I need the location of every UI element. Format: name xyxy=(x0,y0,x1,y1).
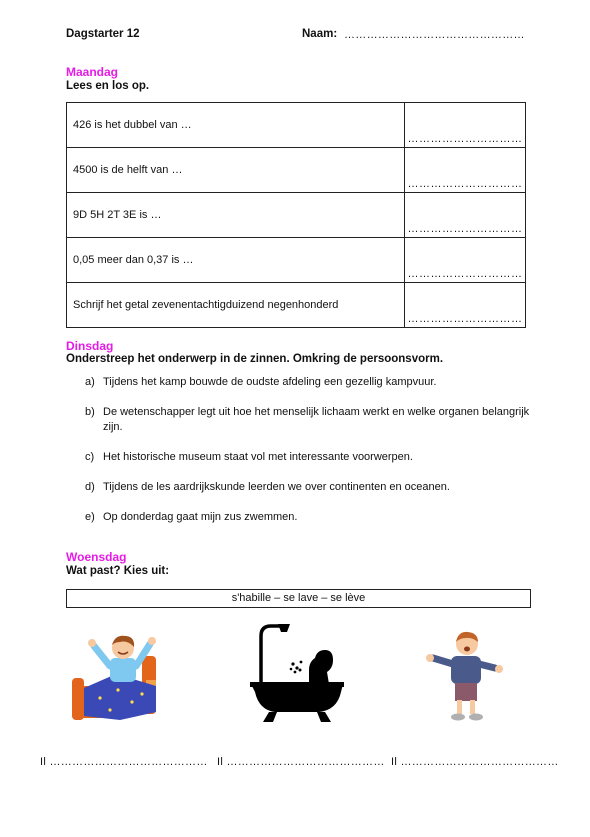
word-choices-box: s'habille – se lave – se lève xyxy=(66,589,531,608)
tuesday-instruction: Onderstreep het onderwerp in de zinnen. Omkring de persoonsvorm. xyxy=(66,353,444,365)
monday-exercise-table xyxy=(66,102,526,328)
list-item xyxy=(85,480,535,495)
day-heading-wednesday: Woensdag xyxy=(66,550,127,564)
answer-cell[interactable]: ………………………… xyxy=(405,283,526,328)
child-in-bed-illustration xyxy=(70,628,165,723)
day-heading-monday: Maandag xyxy=(66,65,119,79)
day-heading-tuesday: Dinsdag xyxy=(66,339,114,353)
list-item xyxy=(85,450,535,465)
item-letter: d) xyxy=(85,481,95,493)
table-row xyxy=(67,238,526,283)
bathtub-illustration xyxy=(247,622,347,724)
question-cell: 426 is het dubbel van … xyxy=(67,103,405,148)
answer-blank-3[interactable]: Il …………………………………… xyxy=(391,756,559,768)
list-item xyxy=(85,375,535,390)
sentence-list xyxy=(85,375,535,540)
sentence-text: Het historische museum staat vol met interessante voorwerpen. xyxy=(103,451,413,463)
monday-instruction: Lees en los op. xyxy=(66,80,150,92)
name-label: Naam: xyxy=(302,28,338,40)
question-cell: 9D 5H 2T 3E is … xyxy=(67,193,405,238)
sentence-text: Tijdens de les aardrijkskunde leerden we over continenten en oceanen. xyxy=(103,481,450,493)
question-cell: 0,05 meer dan 0,37 is … xyxy=(67,238,405,283)
sentence-text: Tijdens het kamp bouwde de oudste afdeling een gezellig kampvuur. xyxy=(103,376,437,388)
item-letter: b) xyxy=(85,406,95,418)
answer-cell[interactable]: ………………………… xyxy=(405,148,526,193)
list-item xyxy=(85,405,535,435)
item-letter: e) xyxy=(85,511,95,523)
item-letter: c) xyxy=(85,451,95,463)
boy-stretching-illustration xyxy=(425,628,505,725)
answer-cell[interactable]: ………………………… xyxy=(405,103,526,148)
answer-blank-2[interactable]: Il …………………………………… xyxy=(217,756,385,768)
item-letter: a) xyxy=(85,376,95,388)
table-row xyxy=(67,283,526,328)
table-row xyxy=(67,148,526,193)
sentence-text: De wetenschapper legt uit hoe het menselijk lichaam werkt en welke organen belangrijk zijn. xyxy=(103,406,530,433)
table-row xyxy=(67,103,526,148)
wednesday-instruction: Wat past? Kies uit: xyxy=(66,565,170,577)
answer-cell[interactable]: ………………………… xyxy=(405,193,526,238)
worksheet-title: Dagstarter 12 xyxy=(66,28,140,40)
sentence-text: Op donderdag gaat mijn zus zwemmen. xyxy=(103,511,298,523)
table-row xyxy=(67,193,526,238)
question-cell: Schrijf het getal zevenentachtigduizend negenhonderd xyxy=(67,283,405,328)
list-item xyxy=(85,510,535,525)
name-field[interactable]: ………………………………………… xyxy=(344,29,525,41)
answer-blank-1[interactable]: Il …………………………………… xyxy=(40,756,208,768)
question-cell: 4500 is de helft van … xyxy=(67,148,405,193)
answer-cell[interactable]: ………………………… xyxy=(405,238,526,283)
